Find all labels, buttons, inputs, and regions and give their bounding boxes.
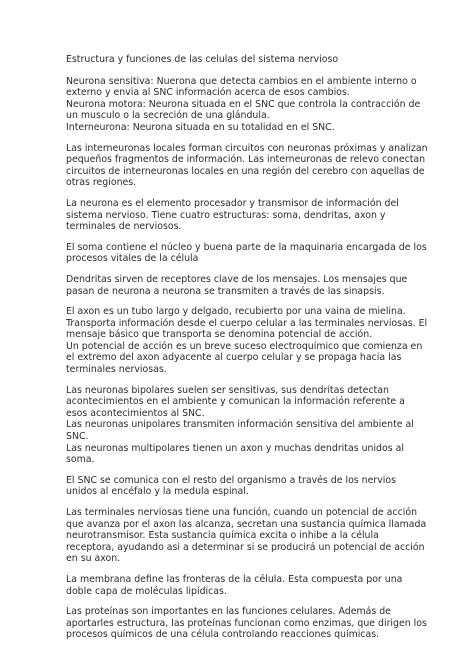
paragraph-line: Las interneuronas locales forman circuitos con neuronas próximas y analizan [66,142,428,154]
paragraph [66,475,418,498]
paragraph-line: receptora, ayudando asi a determinar si se producirá un potencial de acción [66,541,425,553]
document-content [66,54,428,650]
paragraph-line: otras regiones. [66,177,137,189]
paragraph [66,306,428,376]
paragraph-line: el extremo del axon adyacente al cuerpo celular y se propaga hacia las [66,352,402,364]
paragraph-line: pequeños fragmentos de información. Las interneuronas de relevo conectan [66,154,426,166]
paragraph [66,142,428,189]
paragraph-line: externo y envia al SNC información acerca de esos cambios. [66,87,350,99]
document-title: Estructura y funciones de las celulas del sistema nervioso [66,54,339,65]
paragraph-line: neurotransmisor. Esta sustancia química excita o inhibe a la célula [66,530,379,542]
paragraph-line: sistema nervioso. Tiene cuatro estructuras: soma, dendritas, axon y [66,209,386,221]
paragraph [66,385,418,466]
paragraph-line: aportarles estructura, las proteínas funcionan como enzimas, que dirigen los [66,617,427,629]
paragraph [66,507,427,565]
paragraph-line: Dendritas sirven de receptores clave de los mensajes. Los mensajes que [66,273,408,285]
paragraph-line: circuitos de interneuronas locales en una región del cerebro con aquellas de [66,165,425,177]
paragraph-line: procesos vitales de la célula [66,253,199,265]
paragraph-line: La membrana define las fronteras de la célula. Esta compuesta por una [66,573,403,585]
paragraph-line: Las proteínas son importantes en las funciones celulares. Además de [66,606,391,618]
paragraph [66,198,418,233]
paragraph-line: terminales nerviosas. [66,364,167,376]
paragraph-line: unidos al encéfalo y la medula espinal. [66,486,249,498]
paragraph-line: La neurona es el elemento procesador y transmisor de información del [66,197,399,209]
paragraph-line: Las neuronas bipolares suelen ser sensitivas, sus dendritas detectan [66,384,389,396]
paragraph-line: pasan de neurona a neurona se transmiten a través de las sinapsis. [66,285,385,297]
paragraph [66,75,421,134]
paragraph-line: procesos químicos de una célula controlando reacciones químicas. [66,629,380,641]
paragraph-line: mensaje básico que transporta se denomina potencial de acción. [66,329,373,341]
document-body [66,75,428,641]
paragraph-line: Neurona motora: Neurona situada en el SNC que controla la contracción de [66,98,421,110]
paragraph [66,606,427,641]
paragraph-line: Neurona sensitiva: Nuerona que detecta cambios en el ambiente interno o [66,75,417,87]
paragraph [66,274,418,297]
paragraph-line: soma. [66,454,95,466]
paragraph-line: un musculo o la secreción de una glándula. [66,110,270,122]
paragraph-line: Transporta información desde el cuerpo celular a las terminales nerviosas. El [66,317,428,329]
paragraph [66,574,418,597]
paragraph-line: doble capa de moléculas lipídicas. [66,585,227,597]
paragraph-line: El soma contiene el núcleo y buena parte de la maquinaria encargada de los [66,241,427,253]
paragraph-line: Un potencial de acción es un breve suceso electroquímico que comienza en [66,340,423,352]
paragraph-line: SNC. [66,431,89,443]
paragraph-line: en su axon. [66,553,121,565]
paragraph-line: Interneurona: Neurona situada en su totalidad en el SNC. [66,121,335,133]
paragraph-line: El axon es un tubo largo y delgado, recubierto por una vaina de mielina. [66,306,406,318]
paragraph-line: que avanza por el axon las alcanza, secretan una sustancia química llamada [66,518,427,530]
paragraph-line: Las neuronas unipolares transmiten información sensitiva del ambiente al [66,419,414,431]
paragraph [66,241,427,265]
paragraph-line: Las terminales nerviosas tiene una función, cuando un potencial de acción [66,507,418,518]
paragraph-line: El SNC se comunica con el resto del organismo a través de los nervios [66,474,397,486]
paragraph-line: Las neuronas multipolares tienen un axon y muchas dendritas unidos al [66,442,404,454]
paragraph-line: esos acontecimientos al SNC. [66,407,205,419]
paragraph-line: terminales de nerviosos. [66,221,182,233]
paragraph-line: acontecimientos en el ambiente y comunican la información referente a [66,396,405,408]
